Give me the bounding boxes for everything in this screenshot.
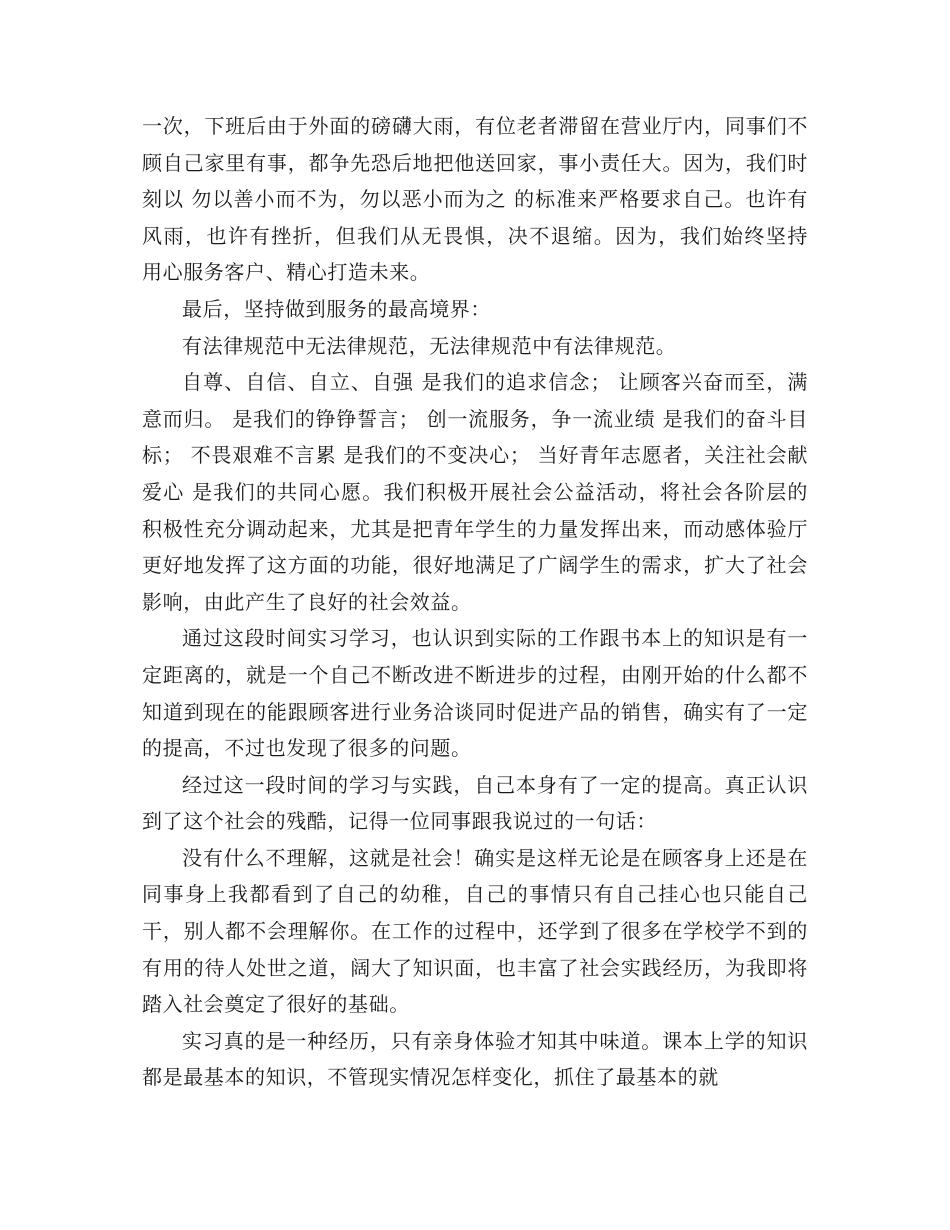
paragraph-4: 自尊、自信、自立、自强 是我们的追求信念； 让顾客兴奋而至，满意而归。 是我们的铮铮誓言； 创一流服务，争一流业绩 是我们的奋斗目标； 不畏艰难不言累 是我们的不变决心； 当好青年志愿者，关注社会献爱心 是我们的共同心愿。我们积极开展社会公益活动，将社会各阶层的积极性充分调动起来，尤其是把青年学生的力量发挥出来，而动感体验厅更好地发挥了这方面的功能，很好地满足了广阔学生的需求，扩大了社会影响，由此产生了良好的社会效益。: [142, 370, 808, 614]
paragraph-6: 经过这一段时间的学习与实践，自己本身有了一定的提高。真正认识到了这个社会的残酷，记得一位同事跟我说过的一句话：: [142, 772, 808, 834]
paragraph-7: 没有什么不理解，这就是社会！确实是这样无论是在顾客身上还是在同事身上我都看到了自己的幼稚，自己的事情只有自己挂心也只能自己干，别人都不会理解你。在工作的过程中，还学到了很多在学校学不到的有用的待人处世之道，阔大了知识面，也丰富了社会实践经历，为我即将踏入社会奠定了很好的基础。: [142, 845, 808, 1017]
paragraph-2: 最后，坚持做到服务的最高境界：: [182, 296, 491, 321]
paragraph-1: 一次，下班后由于外面的磅礴大雨，有位老者滞留在营业厅内，同事们不顾自己家里有事，都争先恐后地把他送回家，事小责任大。因为，我们时刻以 勿以善小而不为，勿以恶小而为之 的标准来严格要求自己。也许有风雨，也许有挫折，但我们从无畏惧，决不退缩。因为，我们始终坚持 用心服务客户、精心打造未来。: [142, 114, 808, 285]
document-body: [142, 108, 808, 1096]
paragraph-8: 实习真的是一种经历，只有亲身体验才知其中味道。课本上学的知识都是最基本的知识，不管现实情况怎样变化，抓住了最基本的就: [142, 1028, 808, 1090]
paragraph-5: 通过这段时间实习学习，也认识到实际的工作跟书本上的知识是有一定距离的，就是一个自己不断改进不断进步的过程，由刚开始的什么都不知道到现在的能跟顾客进行业务洽谈同时促进产品的销售，确实有了一定的提高，不过也发现了很多的问题。: [142, 626, 808, 761]
paragraph-3: 有法律规范中无法律规范，无法律规范中有法律规范。: [182, 333, 677, 358]
